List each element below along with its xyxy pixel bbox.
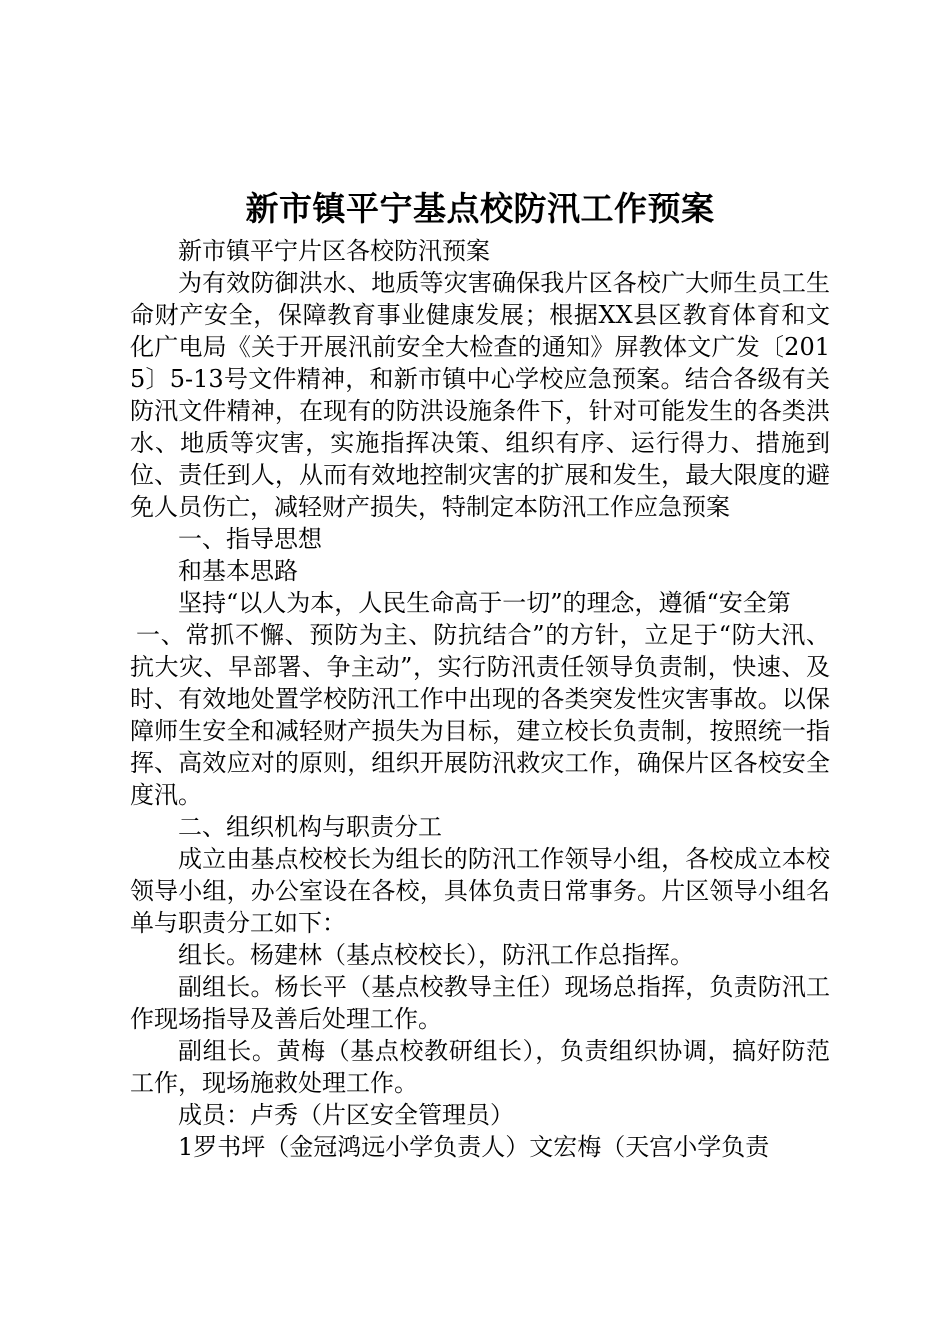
paragraph-intro: 为有效防御洪水、地质等灾害确保我片区各校广大师生员工生命财产安全，保障教育事业健康发展；根据XX县区教育体育和文化广电局《关于开展汛前安全大检查的通知》屏教体文广发〔2015〕5-13号文件精神，和新市镇中心学校应急预案。结合各级有关防汛文件精神，在现有的防洪设施条件下，针对可能发生的各类洪水、地质等灾害，实施指挥决策、组织有序、运行得力、措施到位、责任到人，从而有效地控制灾害的扩展和发生，最大限度的避免人员伤亡，减轻财产损失，特制定本防汛工作应急预案	[130, 269, 830, 521]
paragraph-member-list: 1罗书坪（金冠鸿远小学负责人）文宏梅（天宫小学负责	[178, 1133, 770, 1161]
paragraph-members: 成员：卢秀（片区安全管理员）	[178, 1101, 514, 1129]
paragraph-group-leader: 组长。杨建林（基点校校长），防汛工作总指挥。	[178, 941, 694, 969]
heading-organization: 二、组织机构与职责分工	[178, 813, 442, 841]
paragraph-policy: 一、常抓不懈、预防为主、防抗结合”的方针，立足于“防大汛、抗大灾、早部署、争主动”，实行防汛责任领导负责制，快速、及时、有效地处置学校防汛工作中出现的各类突发性灾害事故。以保障师生安全和减轻财产损失为目标，建立校长负责制，按照统一指挥、高效应对的原则，组织开展防汛救灾工作，确保片区各校安全度汛。	[130, 621, 830, 809]
paragraph-principle: 坚持“以人为本，人民生命高于一切”的理念，遵循“安全第	[178, 589, 791, 617]
paragraph-deputy-leader-2: 副组长。黄梅（基点校教研组长），负责组织协调，搞好防范工作，现场施救处理工作。	[130, 1037, 830, 1097]
document-page	[130, 185, 830, 1163]
paragraph-leadership-group: 成立由基点校校长为组长的防汛工作领导小组，各校成立本校领导小组，办公室设在各校，具体负责日常事务。片区领导小组名单与职责分工如下：	[130, 845, 830, 937]
paragraph-subtitle: 新市镇平宁片区各校防汛预案	[178, 237, 490, 265]
heading-basic-approach: 和基本思路	[178, 557, 298, 585]
heading-guiding-thought: 一、指导思想	[178, 525, 322, 553]
document-title: 新市镇平宁基点校防汛工作预案	[245, 189, 715, 228]
paragraph-deputy-leader-1: 副组长。杨长平（基点校教导主任）现场总指挥，负责防汛工作现场指导及善后处理工作。	[130, 973, 830, 1033]
